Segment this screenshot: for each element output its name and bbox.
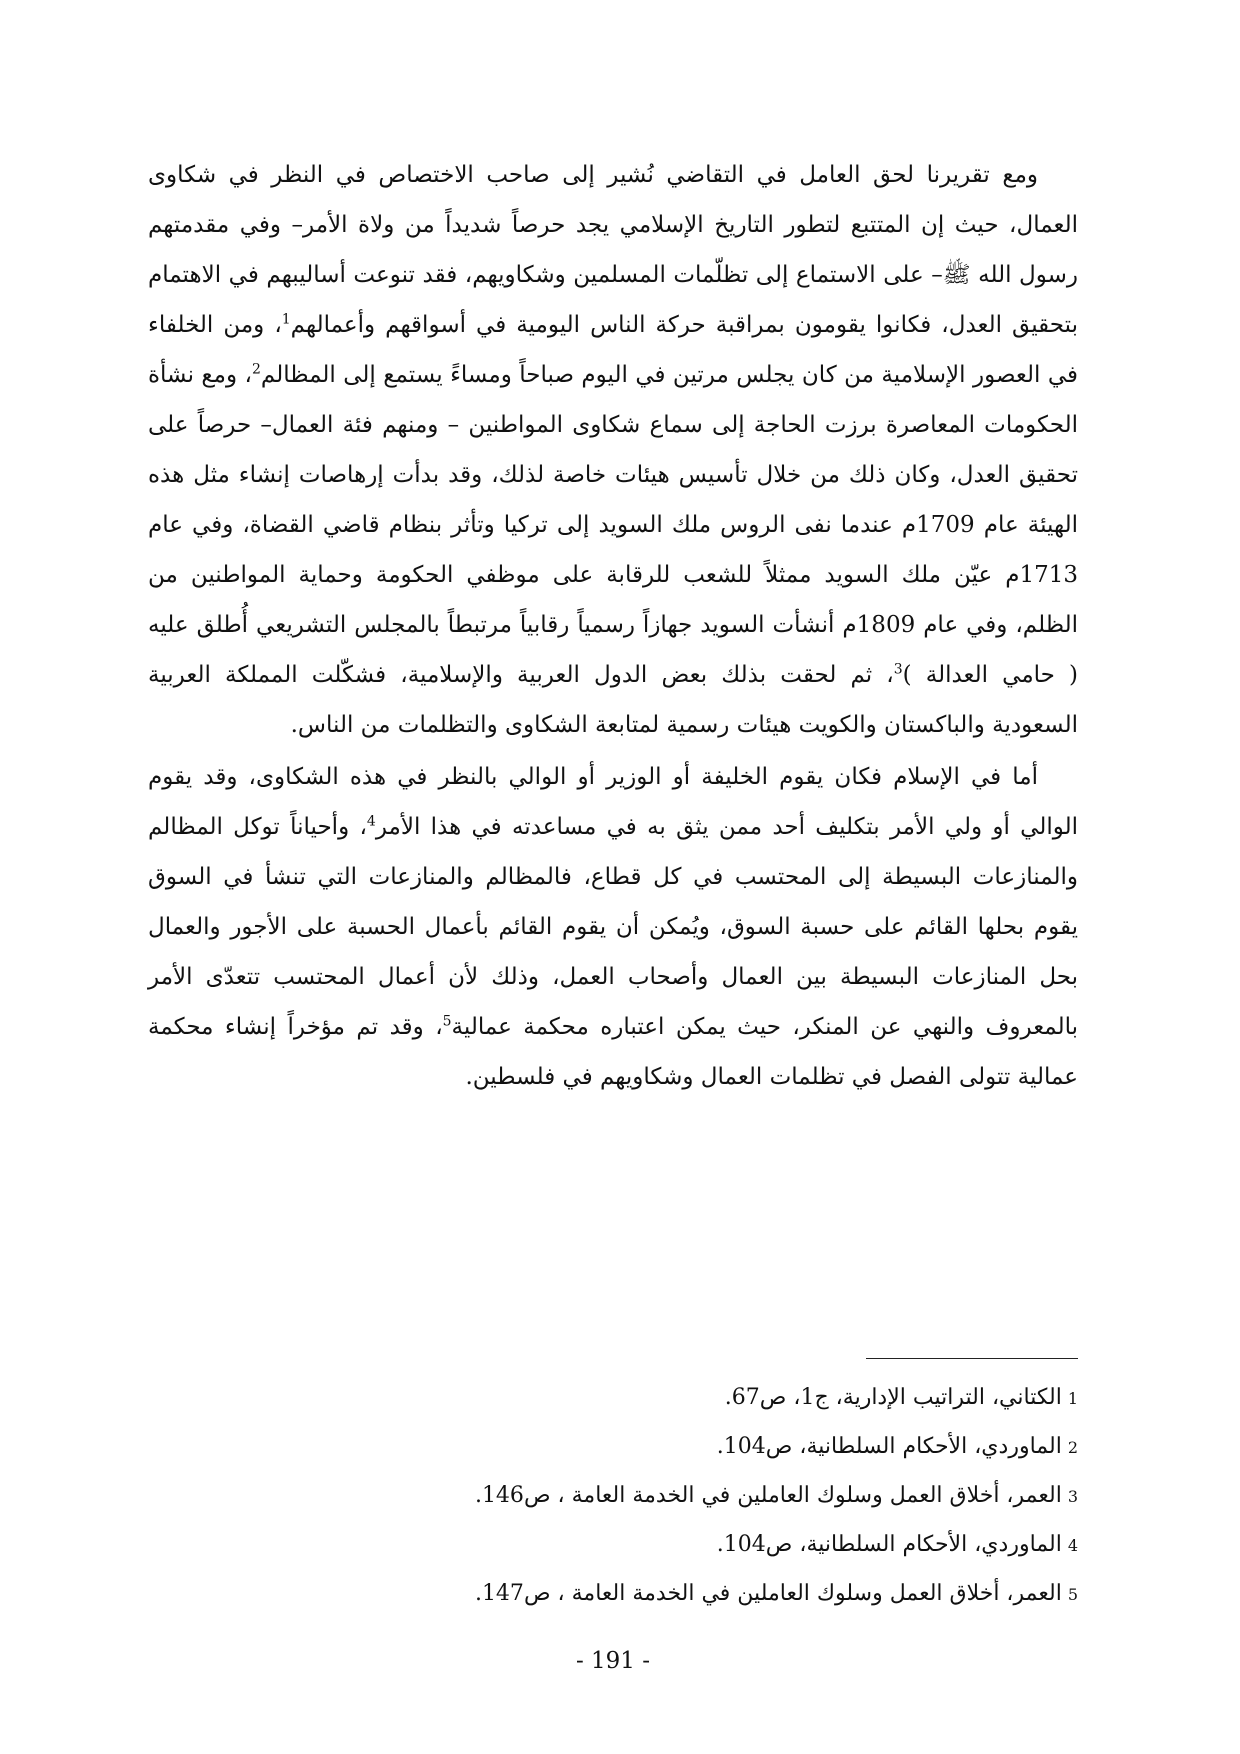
paragraph-1-text-d: ، ثم لحقت بذلك بعض الدول العربية والإسلامية، فشكّلت المملكة العربية السعودية والباكستان والكويت هيئات رسمية لمتابعة الشكاوى والتظلمات من الناس. xyxy=(148,662,1078,738)
paragraph-2-text-b: ، وأحياناً توكل المظالم والمنازعات البسيطة إلى المحتسب في كل قطاع، فالمظالم والمنازعات التي تنشأ في السوق يقوم بحلها القائم على حسبة السوق، ويُمكن أن يقوم القائم بأعمال الحسبة على الأجور والعمال بحل المنازعات البسيطة بين العمال وأصحاب العمل، وذلك لأن أعمال المحتسب تتعدّى الأمر بالمعروف والنهي عن المنكر، حيث يمكن اعتباره محكمة عمالية xyxy=(148,814,1078,1040)
footnote-number: 3 xyxy=(1067,1487,1078,1506)
footnote-number: 5 xyxy=(1067,1585,1078,1604)
paragraph-2-text-c: ، وقد تم مؤخراً إنشاء محكمة عمالية تتولى الفصل في تظلمات العمال وشكاويهم في فلسطين. xyxy=(148,1014,1078,1090)
footnote-item xyxy=(148,1472,1078,1521)
footnote-item xyxy=(148,1570,1078,1619)
footnote-number: 1 xyxy=(1067,1389,1078,1408)
footnote-item xyxy=(148,1423,1078,1472)
body-text xyxy=(148,150,1078,1102)
footnote-ref-5: 5 xyxy=(442,1013,452,1030)
paragraph-1-text-a: ومع تقريرنا لحق العامل في التقاضي نُشير إلى صاحب الاختصاص في النظر في شكاوى العمال، حيث إن المتتبع لتطور التاريخ الإسلامي يجد حرصاً شديداً من ولاة الأمر– وفي مقدمتهم رسول الله ﷺ– على الاستماع إلى تظلّمات المسلمين وشكاويهم، فقد تنوعت أساليبهم في الاهتمام بتحقيق العدل، فكانوا يقومون بمراقبة حركة الناس اليومية في أسواقهم وأعمالهم xyxy=(148,162,1078,338)
footnote-ref-4: 4 xyxy=(366,813,376,830)
footnote-text: العمر، أخلاق العمل وسلوك العاملين في الخدمة العامة ، ص146. xyxy=(474,1483,1062,1508)
footnote-ref-1: 1 xyxy=(281,311,291,328)
document-page xyxy=(148,150,1078,1710)
paragraph-2-text-a: أما في الإسلام فكان يقوم الخليفة أو الوزير أو الوالي بالنظر في هذه الشكاوى، وقد يقوم الوالي أو ولي الأمر بتكليف أحد ممن يثق به في مساعدته في هذا الأمر xyxy=(148,764,1078,840)
footnote-item xyxy=(148,1374,1078,1423)
footnote-item xyxy=(148,1521,1078,1570)
paragraph-1-text-c: ، ومع نشأة الحكومات المعاصرة برزت الحاجة إلى سماع شكاوى المواطنين – ومنهم فئة العمال– حرصاً على تحقيق العدل، وكان ذلك من خلال تأسيس هيئات خاصة لذلك، وقد بدأت إرهاصات إنشاء مثل هذه الهيئة عام 1709م عندما نفى الروس ملك السويد إلى تركيا وتأثر بنظام قاضي القضاة، وفي عام 1713م عيّن ملك السويد ممثلاً للشعب للرقابة على موظفي الحكومة وحماية المواطنين من الظلم، وفي عام 1809م أنشأت السويد جهازاً رسمياً رقابياً مرتبطاً بالمجلس التشريعي أُطلق عليه ( حامي العدالة ) xyxy=(148,362,1079,688)
footnote-number: 2 xyxy=(1067,1438,1078,1457)
page-number: - 191 - xyxy=(575,1648,651,1674)
footnote-ref-2: 2 xyxy=(251,361,261,378)
footnote-text: العمر، أخلاق العمل وسلوك العاملين في الخدمة العامة ، ص147. xyxy=(474,1581,1062,1606)
footnote-text: الكتاني، التراتيب الإدارية، ج1، ص67. xyxy=(724,1385,1062,1410)
footnote-text: الماوردي، الأحكام السلطانية، ص104. xyxy=(716,1532,1062,1557)
footnote-ref-3: 3 xyxy=(893,661,903,678)
paragraph-1 xyxy=(148,150,1078,750)
paragraph-1-text-b: ، ومن الخلفاء في العصور الإسلامية من كان يجلس مرتين في اليوم صباحاً ومساءً يستمع إلى المظالم xyxy=(148,312,1078,388)
paragraph-2 xyxy=(148,752,1078,1102)
footnote-text: الماوردي، الأحكام السلطانية، ص104. xyxy=(716,1434,1062,1459)
footnote-separator xyxy=(866,1358,1078,1359)
footnotes-list xyxy=(148,1374,1078,1619)
footnote-number: 4 xyxy=(1067,1536,1078,1555)
